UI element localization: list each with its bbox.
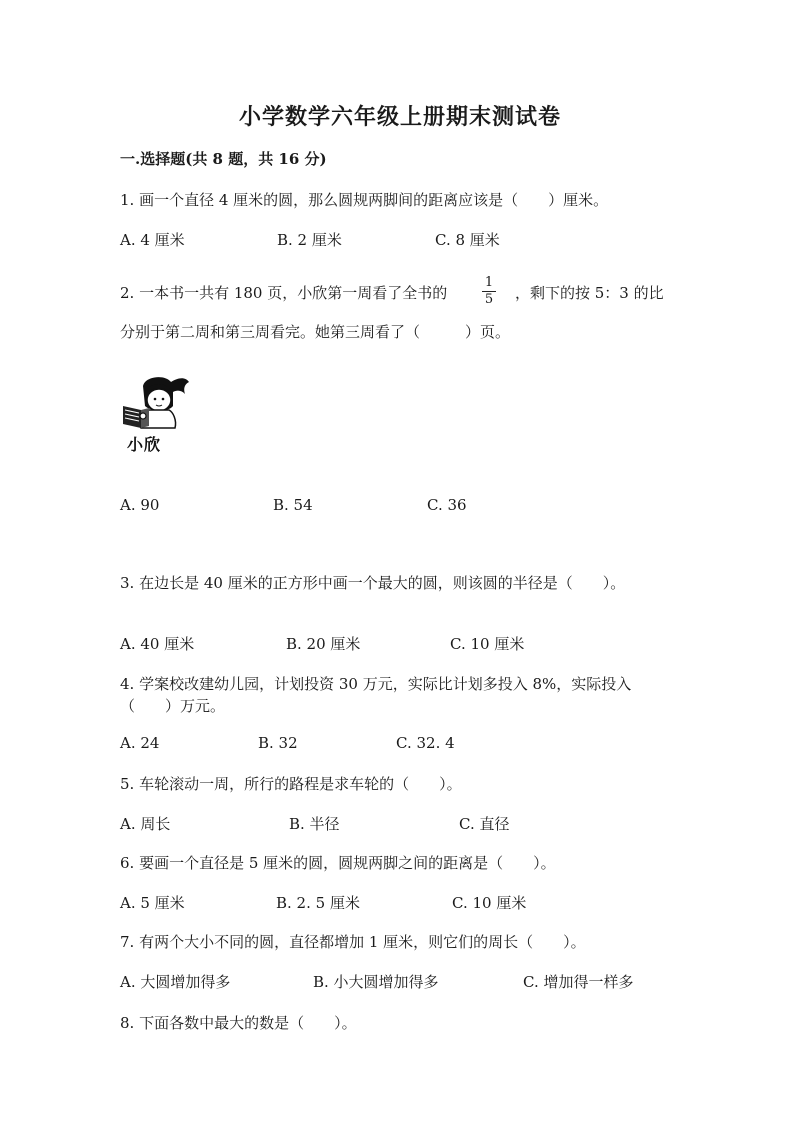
q2-option-c[interactable]: C. 36 — [427, 496, 467, 514]
q5-option-c[interactable]: C. 直径 — [459, 815, 510, 833]
girl-name-label: 小欣 — [127, 435, 162, 454]
section-heading: 一.选择题(共 8 题，共 16 分) — [120, 150, 327, 168]
q5-option-a[interactable]: A. 周长 — [120, 815, 171, 833]
question-2-continued: ，剩下的按 5：3 的比 — [515, 284, 664, 302]
q6-option-c[interactable]: C. 10 厘米 — [452, 894, 527, 912]
page-title: 小学数学六年级上册期末测试卷 — [238, 104, 561, 130]
q3-option-a[interactable]: A. 40 厘米 — [120, 635, 195, 653]
question-7: 7. 有两个大小不同的圆，直径都增加 1 厘米，则它们的周长（ ）。 — [120, 933, 586, 951]
q7-option-b[interactable]: B. 小大圆增加得多 — [313, 973, 439, 991]
q3-option-b[interactable]: B. 20 厘米 — [286, 635, 361, 653]
question-1: 1. 画一个直径 4 厘米的圆，那么圆规两脚间的距离应该是（ ）厘米。 — [120, 191, 609, 209]
fraction-numerator: 1 — [484, 275, 494, 290]
question-3: 3. 在边长是 40 厘米的正方形中画一个最大的圆，则该圆的半径是（ ）。 — [120, 574, 626, 592]
q6-option-b[interactable]: B. 2. 5 厘米 — [276, 894, 360, 912]
question-6: 6. 要画一个直径是 5 厘米的圆，圆规两脚之间的距离是（ ）。 — [120, 854, 556, 872]
q1-option-c[interactable]: C. 8 厘米 — [435, 231, 500, 249]
q1-option-b[interactable]: B. 2 厘米 — [277, 231, 342, 249]
q7-option-a[interactable]: A. 大圆增加得多 — [120, 973, 231, 991]
q7-option-c[interactable]: C. 增加得一样多 — [523, 973, 634, 991]
q5-option-b[interactable]: B. 半径 — [289, 815, 340, 833]
question-8: 8. 下面各数中最大的数是（ ）。 — [120, 1014, 357, 1032]
q6-option-a[interactable]: A. 5 厘米 — [120, 894, 185, 912]
question-2: 2. 一本书一共有 180 页，小欣第一周看了全书的 — [120, 284, 448, 302]
q4-option-a[interactable]: A. 24 — [120, 734, 160, 752]
q2-option-a[interactable]: A. 90 — [120, 496, 160, 514]
question-4-line-2: （ ）万元。 — [120, 697, 226, 715]
q2-option-b[interactable]: B. 54 — [273, 496, 313, 514]
question-2-line-2: 分别于第二周和第三周看完。她第三周看了（ ）页。 — [120, 323, 511, 341]
fraction-denominator: 5 — [484, 292, 494, 307]
question-5: 5. 车轮滚动一周，所行的路程是求车轮的（ ）。 — [120, 775, 462, 793]
fraction-one-fifth — [480, 276, 498, 307]
girl-reading-illustration — [115, 372, 195, 457]
question-4: 4. 学案校改建幼儿园，计划投资 30 万元，实际比计划多投入 8%，实际投入 — [120, 675, 632, 693]
q1-option-a[interactable]: A. 4 厘米 — [120, 231, 185, 249]
q3-option-c[interactable]: C. 10 厘米 — [450, 635, 525, 653]
q4-option-b[interactable]: B. 32 — [258, 734, 298, 752]
q4-option-c[interactable]: C. 32. 4 — [396, 734, 455, 752]
